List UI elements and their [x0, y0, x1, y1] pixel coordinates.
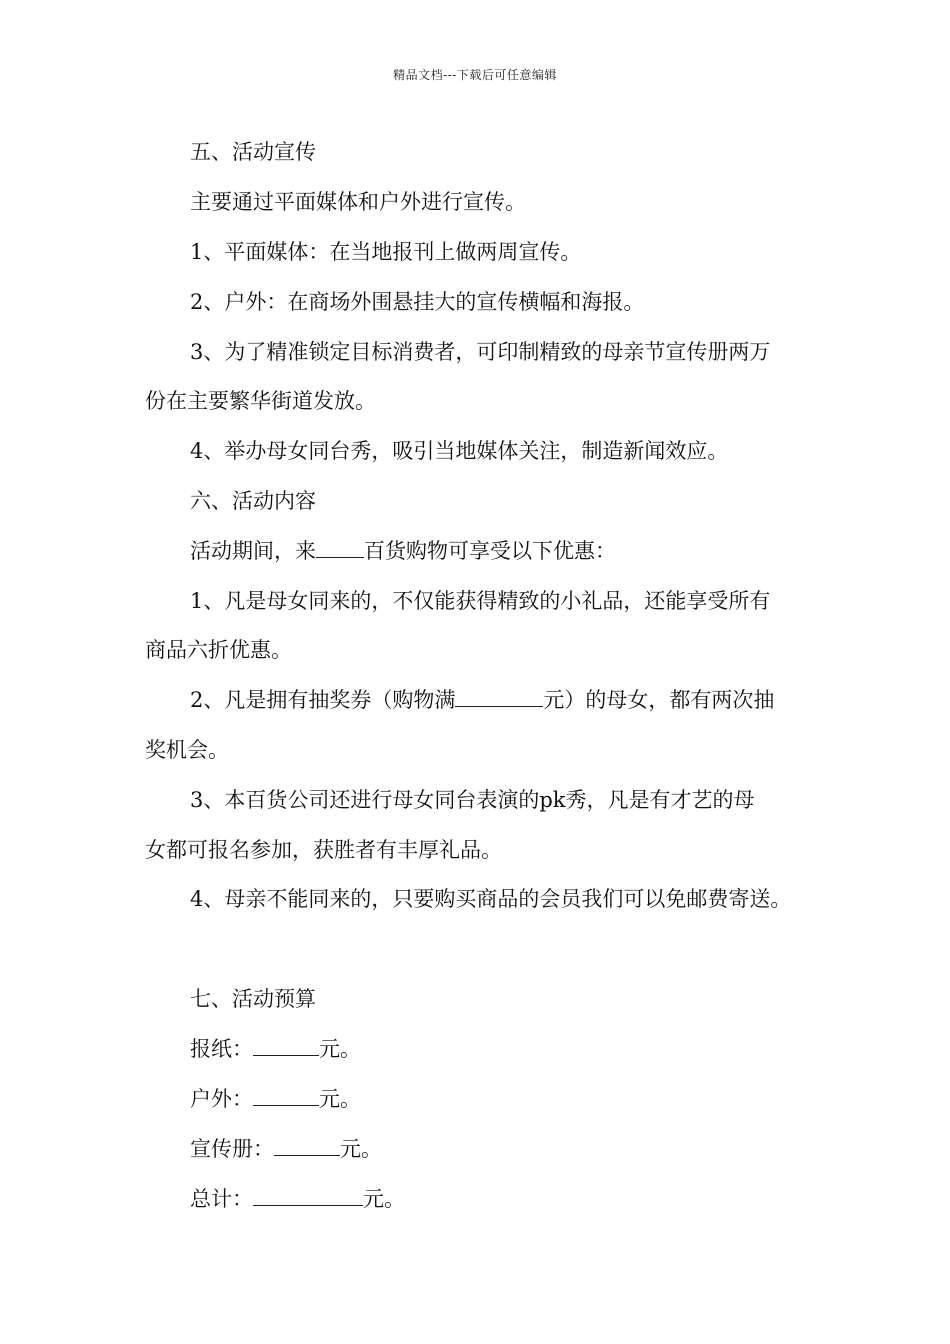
section-5-item-3-line-1: 3、为了精准锁定目标消费者，可印制精致的母亲节宣传册两万	[190, 340, 771, 364]
budget-outdoor-blank	[253, 1085, 319, 1106]
section-6-intro	[190, 537, 616, 565]
budget-newspaper	[190, 1035, 361, 1063]
budget-total-blank	[253, 1185, 363, 1206]
budget-newspaper-unit: 元。	[319, 1037, 361, 1061]
section-5-item-2: 2、户外：在商场外围悬挂大的宣传横幅和海报。	[190, 290, 645, 314]
section-6-item-1-line-1: 1、凡是母女同来的，不仅能获得精致的小礼品，还能享受所有	[190, 589, 771, 613]
budget-outdoor	[190, 1085, 361, 1113]
section-6-item-3-line-1: 3、本百货公司还进行母女同台表演的pk秀，凡是有才艺的母	[190, 788, 755, 812]
section-5-title: 五、活动宣传	[190, 140, 316, 164]
section-6-intro-end: 百货购物可享受以下优惠：	[364, 539, 616, 563]
budget-total-unit: 元。	[363, 1187, 405, 1211]
section-6-item-2-line-1	[190, 686, 774, 714]
budget-brochure-blank	[274, 1135, 340, 1156]
section-6-item-4: 4、母亲不能同来的，只要购买商品的会员我们可以免邮费寄送。	[190, 887, 792, 911]
section-5-item-3-line-2: 份在主要繁华街道发放。	[145, 389, 376, 413]
section-6-title: 六、活动内容	[190, 489, 316, 513]
budget-outdoor-unit: 元。	[319, 1087, 361, 1111]
budget-total-label: 总计：	[190, 1187, 253, 1211]
section-6-intro-start: 活动期间，来	[190, 539, 316, 563]
section-6-item-2-start: 2、凡是拥有抽奖券（购物满	[190, 688, 456, 712]
budget-brochure	[190, 1135, 382, 1163]
budget-total	[190, 1185, 405, 1213]
section-6-item-2-line-2: 奖机会。	[145, 738, 229, 762]
budget-outdoor-label: 户外：	[190, 1087, 253, 1111]
section-5-item-1: 1、平面媒体：在当地报刊上做两周宣传。	[190, 240, 582, 264]
section-6-item-2-end: 元）的母女，都有两次抽	[543, 688, 775, 712]
budget-brochure-unit: 元。	[340, 1137, 382, 1161]
budget-newspaper-label: 报纸：	[190, 1037, 253, 1061]
page-header: 精品文档---下载后可任意编辑	[393, 68, 557, 82]
purchase-amount-blank	[455, 686, 543, 707]
section-6-item-1-line-2: 商品六折优惠。	[145, 638, 292, 662]
section-7-title: 七、活动预算	[190, 987, 316, 1011]
section-6-item-3-line-2: 女都可报名参加，获胜者有丰厚礼品。	[145, 838, 502, 862]
section-5-item-4: 4、举办母女同台秀，吸引当地媒体关注，制造新闻效应。	[190, 439, 729, 463]
store-name-blank	[316, 537, 364, 558]
budget-newspaper-blank	[253, 1035, 319, 1056]
budget-brochure-label: 宣传册：	[190, 1137, 274, 1161]
section-5-intro: 主要通过平面媒体和户外进行宣传。	[190, 190, 526, 214]
